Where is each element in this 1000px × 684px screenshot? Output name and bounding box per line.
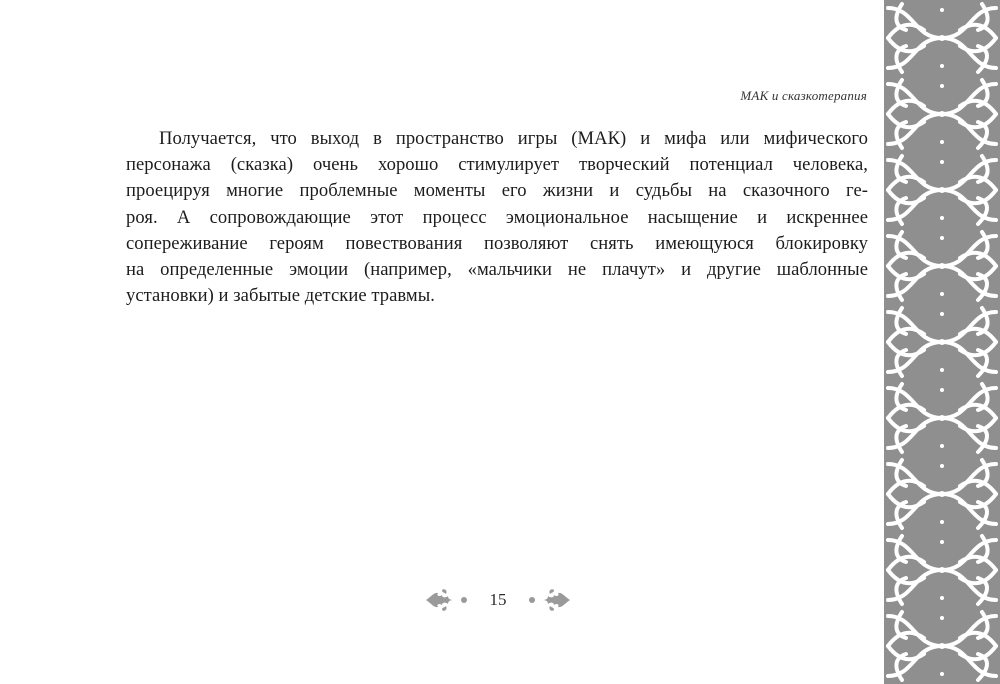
running-header: МАК и сказкотерапия	[740, 88, 867, 103]
paragraph-line: проецируя многие проблемные моменты его жизни и судьбы на сказочного ге-	[126, 180, 868, 202]
paragraph-line: Получается, что выход в пространство игры (МАК) и мифа или мифического	[159, 128, 868, 149]
paragraph-line: установки) и забытые детские травмы.	[126, 285, 435, 307]
page-number: 15	[489, 590, 507, 609]
body-paragraph	[126, 126, 868, 309]
floral-ornament-left-icon	[424, 584, 472, 616]
paragraph-line: персонажа (сказка) очень хорошо стимулирует творческий потенциал человека,	[126, 154, 868, 176]
paragraph-line: на определенные эмоции (например, «мальчики не плачут» и другие шаблонные	[126, 259, 868, 281]
paragraph-line: сопереживание героям повествования позволяют снять имеющуюся блокировку	[126, 232, 868, 254]
paragraph-line: роя. А сопровождающие этот процесс эмоциональное насыщение и искреннее	[126, 206, 868, 228]
page-folio	[424, 584, 572, 616]
celtic-knot-border-icon	[884, 0, 1000, 684]
floral-ornament-right-icon	[524, 584, 572, 616]
